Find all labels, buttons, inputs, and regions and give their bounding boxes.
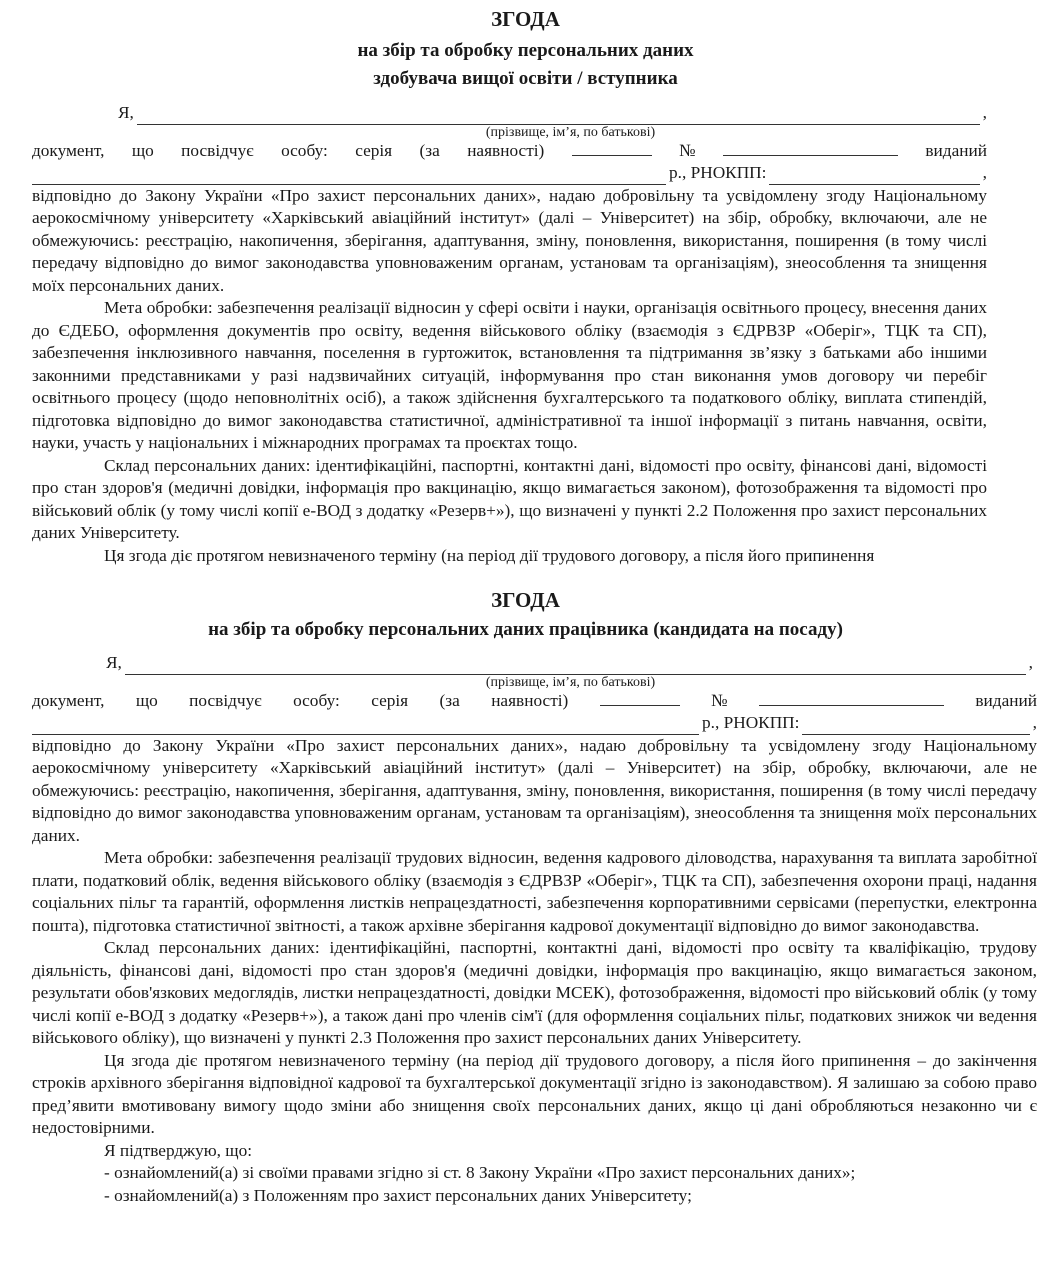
doc2-doc-word: особу: [293,690,340,710]
doc1-paragraph-purpose: Мета обробки: забезпечення реалізації відносин у сфері освіти і науки, організація освітнього процесу, внесення даних до ЄДЕБО, оформлення документів про освіту, ведення військового обліку (взаємодія з ЄДРВЗР «Оберіг», ТЦК та СП), забезпечення інклюзивного навчання, поселення в гуртожиток, встановлення та підтримання зв’язку з батьками або іншими законними представниками у разі надзвичайних ситуацій, інформування про стан виконання умов договору чи перебіг освітнього процесу (щодо неповнолітніх осіб), а також здійснення бухгалтерського та податкового обліку, виплата стипендій, підготовка відповідно до вимог законодавства статистичної, адміністративної та іншої інформації з питань навчання, освіти, науки, участь у національних і міжнародних програмах та проєктах тощо. [32,298,987,452]
doc2-document-line [32,690,1037,713]
doc2-number-field[interactable] [759,690,944,706]
doc2-confirm-item: - ознайомлений(а) з Положенням про захист персональних даних Університету; [104,1185,692,1205]
doc2-doc-word: документ, [32,690,105,710]
doc1-title: ЗГОДА [491,7,560,31]
doc2-rnokpp-field[interactable] [802,717,1029,735]
doc2-paragraph-term: Ця згода діє протягом невизначеного терміну (на період дії трудового договору, а після його припинення – до закінчення строків архівного зберігання відповідної кадрової та бухгалтерської документації згідно із законодавством). Я залишаю за собою право пред’явити вмотивовану вимогу щодо зміни або знищення своїх персональних даних, якщо ці дані обробляються незаконно чи є недостовірними. [32,1050,1037,1137]
doc1-name-field[interactable] [137,107,980,125]
doc2-name-line: Я, , [106,652,1033,675]
doc1-issued-by-field[interactable] [32,167,666,185]
doc2-paragraph-composition: Склад персональних даних: ідентифікаційні, паспортні, контактні дані, відомості про освіту та кваліфікацію, трудову діяльність, фінансові дані, відомості про стан здоров'я (медичні довідки, інформація про вакцинацію, якщо вимагається законом, результати обов'язкових медоглядів, листки непрацездатності, довідки МСЕК), фотозображення, відомості про військовий облік (у тому числі копії е-ВОД з додатку «Резерв+»), а також дані про членів сім'ї (для оформлення соціальних пільг, податкових знижок чи ведення військового обліку), що визначені у пункті 2.3 Положення про захист персональних даних Університету. [32,938,1037,1047]
doc1-subtitle-2: здобувача вищої освіти / вступника [373,68,678,89]
doc1-series-field[interactable] [572,140,652,156]
doc2-ya-label: Я, [106,653,122,672]
doc1-paragraph-term: Ця згода діє протягом невизначеного терміну (на період дії трудового договору, а після його припинення [104,545,875,565]
doc1-document-line [32,140,987,163]
doc1-doc-word: документ, [32,140,105,160]
doc1-number-label: № [679,140,696,160]
page-cut [0,574,1051,582]
doc1-doc-word: особу: [281,140,328,160]
doc2-issued-label: виданий [975,690,1037,710]
doc2-rnokpp-label: р., РНОКПП: [702,713,800,732]
doc1-doc-word: наявності) [467,140,545,160]
doc2-doc-word: наявності) [491,690,569,710]
doc2-confirm-item: - ознайомлений(а) зі своїми правами згідно зі ст. 8 Закону України «Про захист персональних даних»; [104,1163,856,1182]
doc1-number-field[interactable] [723,140,898,156]
doc2-doc-word: (за [439,690,460,710]
doc1-paragraph-composition: Склад персональних даних: ідентифікаційні, паспортні, контактні дані, відомості про освіту, фінансові дані, відомості про стан здоров'я (медичні довідки, інформація про вакцинацію, якщо вимагається законом), фотозображення та відомості про військовий облік (у тому числі копії е-ВОД з додатку «Резерв+»), що визначені у пункті 2.2 Положення про захист персональних даних Університету. [32,455,987,542]
doc2-doc-word: серія [371,690,409,710]
doc1-rnokpp-label: р., РНОКПП: [669,163,767,182]
doc2-paragraph-purpose: Мета обробки: забезпечення реалізації трудових відносин, ведення кадрового діловодства, нарахування та виплата заробітної плати, податковий облік, ведення військового обліку (взаємодія з ЄДРВЗР «Оберіг», ТЦК та СП), забезпечення охорони праці, надання соціальних пільг та гарантій, оформлення листків непрацездатності, забезпечення корпоративними сервісами (перепустки, електронна пошта), підготовка статистичної звітності, а також архівне зберігання кадрової документації відповідно до вимог законодавства. [32,848,1037,935]
consent-form-student [0,0,1051,582]
doc2-name-hint: (прізвище, ім’я, по батькові) [485,674,656,690]
doc2-subtitle: на збір та обробку персональних даних працівника (кандидата на посаду) [208,619,843,640]
doc1-doc-word: (за [419,140,440,160]
doc2-title: ЗГОДА [491,588,560,612]
doc2-doc-word: посвідчує [189,690,262,710]
doc2-paragraph-consent: відповідно до Закону України «Про захист персональних даних», надаю добровільну та усвідомлену згоду Національному аерокосмічному університету «Харківський авіаційний інститут» (далі – Університет) на збір, обробку, включаючи, але не обмежуючись: реєстрацію, накопичення, зберігання, адаптування, зміну, поновлення, використання, поширення (в тому числі передачу відповідно до вимог законодавства уповноваженим органам, установам та організаціям), знеособлення та знищення моїх персональних даних. [32,735,1037,845]
doc2-name-field[interactable] [125,657,1026,675]
doc2-series-field[interactable] [600,690,680,706]
doc1-doc-word: посвідчує [181,140,254,160]
doc2-issued-by-field[interactable] [32,717,699,735]
doc1-subtitle-1: на збір та обробку персональних даних [357,40,694,61]
doc1-ya-label: Я, [118,103,134,122]
doc2-paragraph-confirm: Я підтверджую, що: [104,1140,253,1160]
doc1-issued-label: виданий [925,140,987,160]
doc2-number-label: № [711,690,728,710]
doc2-doc-word: що [135,690,158,710]
doc1-body [32,185,987,568]
doc1-rnokpp-field[interactable] [769,167,979,185]
doc1-issuer-line: р., РНОКПП: , [32,162,987,185]
doc1-doc-word: серія [355,140,393,160]
consent-form-employee [0,582,1051,1278]
doc1-paragraph-consent: відповідно до Закону України «Про захист персональних даних», надаю добровільну та усвідомлену згоду Національному аерокосмічному університету «Харківський авіаційний інститут» (далі – Університет) на збір, обробку, включаючи, але не обмежуючись: реєстрацію, накопичення, зберігання, адаптування, зміну, поновлення, використання, поширення (в тому числі передачу відповідно до вимог законодавства уповноваженим органам, установам та організаціям), знеособлення та знищення моїх персональних даних. [32,185,987,295]
doc1-name-hint: (прізвище, ім’я, по батькові) [485,124,656,140]
doc2-body [32,735,1037,1208]
doc1-name-line: Я, , [118,102,987,125]
doc2-issuer-line: р., РНОКПП: , [32,712,1037,735]
doc1-doc-word: що [131,140,154,160]
